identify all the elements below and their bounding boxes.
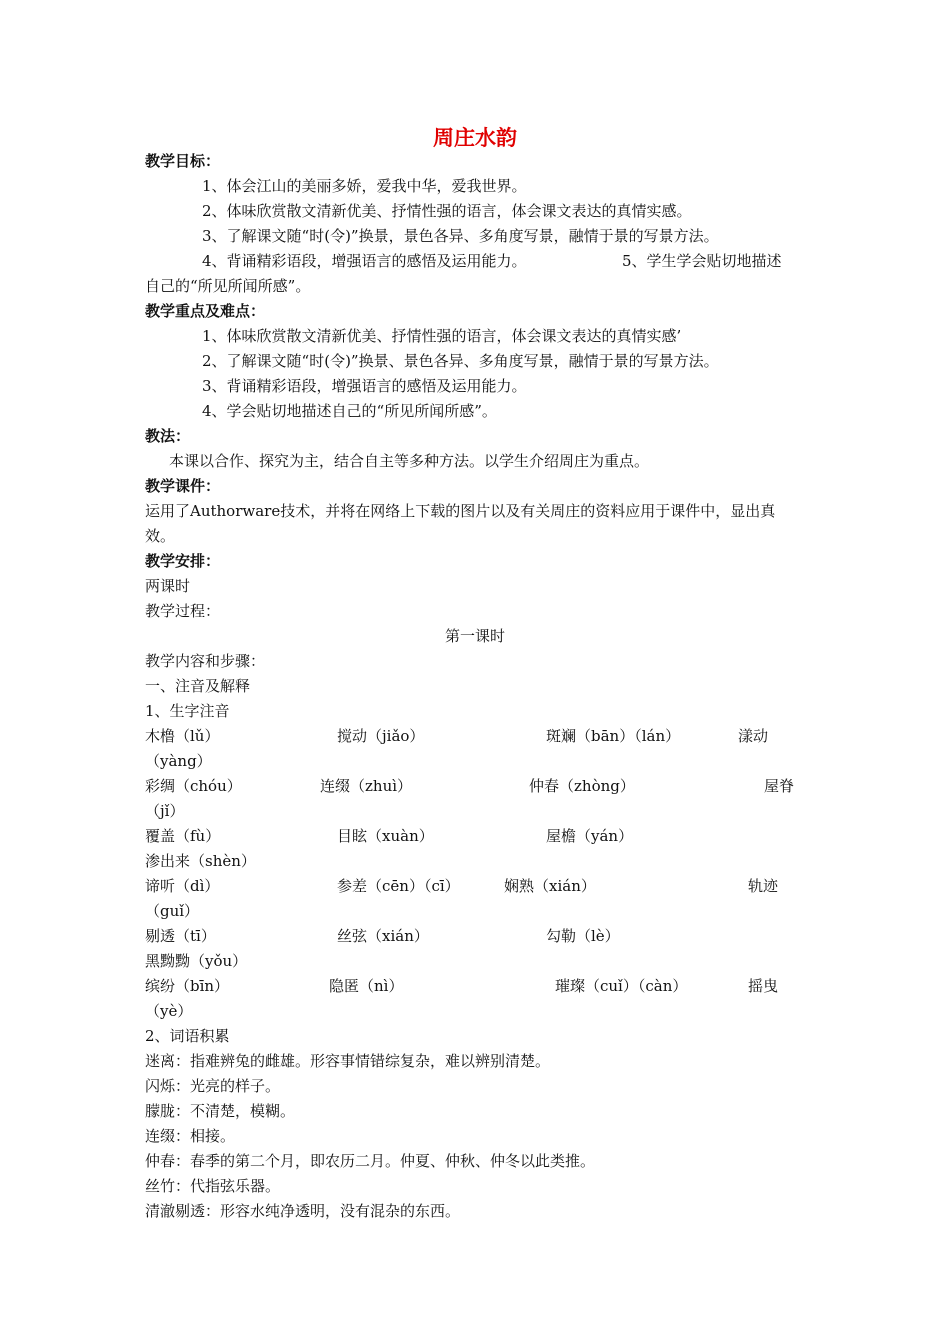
goal-item: 3、了解课文随“时(令)”换景，景色各异、多角度写景，融情于景的写景方法。 [202, 227, 719, 245]
method-text: 本课以合作、探究为主，结合自主等多种方法。以学生介绍周庄为重点。 [169, 452, 650, 470]
pinyin-entry: 斑斓（bān）（lán） [546, 727, 681, 745]
keypoints-heading: 教学重点及难点： [145, 302, 266, 320]
courseware-heading: 教学课件： [145, 477, 221, 495]
subsection-heading: 1、生字注音 [145, 702, 230, 720]
section-heading: 一、注音及解释 [145, 677, 251, 695]
pinyin-entry: 漾动 [738, 727, 769, 745]
vocab-item: 迷离：指难辨兔的雌雄。形容事情错综复杂，难以辨别清楚。 [145, 1052, 551, 1070]
goal-item: 5、学生学会贴切地描述 [622, 252, 782, 270]
pinyin-wrap: （guǐ） [145, 902, 200, 920]
pinyin-entry: 璀璨（cuǐ）（càn） [555, 977, 688, 995]
keypoint-item: 2、了解课文随“时(令)”换景、景色各异、多角度写景，融情于景的写景方法。 [202, 352, 719, 370]
pinyin-entry: 木橹（lǔ） [145, 727, 220, 745]
pinyin-entry: 彩绸（chóu） [145, 777, 242, 795]
vocab-item: 仲春：春季的第二个月，即农历二月。仲夏、仲秋、仲冬以此类推。 [145, 1152, 596, 1170]
courseware-text: 运用了Authorware技术，并将在网络上下载的图片以及有关周庄的资料应用于课件中，显出真效。 [145, 502, 776, 545]
pinyin-entry: 谛听（dì） [145, 877, 220, 895]
pinyin-wrap: 黑黝黝（yǒu） [145, 952, 248, 970]
pinyin-row [145, 774, 805, 799]
pinyin-entry: 目眩（xuàn） [337, 827, 434, 845]
vocab-item: 清澈剔透：形容水纯净透明，没有混杂的东西。 [145, 1202, 461, 1220]
vocab-item: 连缀：相接。 [145, 1127, 236, 1145]
keypoint-item: 3、背诵精彩语段，增强语言的感悟及运用能力。 [202, 377, 527, 395]
subsection-heading: 2、词语积累 [145, 1027, 230, 1045]
pinyin-entry: 摇曳 [748, 977, 779, 995]
pinyin-entry: 轨迹 [748, 877, 779, 895]
steps-label: 教学内容和步骤： [145, 652, 266, 670]
process-label: 教学过程： [145, 602, 221, 620]
pinyin-entry: 连缀（zhuì） [320, 777, 413, 795]
goal-item-continued: 自己的“所见所闻所感”。 [145, 277, 311, 295]
goal-item: 1、体会江山的美丽多娇，爱我中华，爱我世界。 [202, 177, 527, 195]
pinyin-entry: 仲春（zhòng） [529, 777, 635, 795]
goal-item-row [145, 249, 805, 274]
pinyin-entry: 丝弦（xián） [337, 927, 429, 945]
keypoint-item: 4、学会贴切地描述自己的“所见所闻所感”。 [202, 402, 497, 420]
pinyin-row [145, 824, 805, 849]
pinyin-row [145, 724, 805, 749]
pinyin-row [145, 874, 805, 899]
pinyin-entry: 覆盖（fù） [145, 827, 221, 845]
goal-item: 2、体味欣赏散文清新优美、抒情性强的语言，体会课文表达的真情实感。 [202, 202, 692, 220]
pinyin-wrap: （yè） [145, 1002, 193, 1020]
pinyin-entry: 搅动（jiǎo） [337, 727, 425, 745]
goals-heading: 教学目标： [145, 152, 221, 170]
pinyin-entry: 娴熟（xián） [504, 877, 596, 895]
lesson-label: 第一课时 [444, 627, 505, 645]
pinyin-entry: 勾勒（lè） [546, 927, 620, 945]
pinyin-entry: 屋脊 [764, 777, 795, 795]
pinyin-entry: 屋檐（yán） [546, 827, 634, 845]
vocab-item: 朦胧：不清楚，模糊。 [145, 1102, 296, 1120]
pinyin-entry: 参差（cēn）（cī） [337, 877, 460, 895]
goal-item: 4、背诵精彩语段，增强语言的感悟及运用能力。 [202, 252, 527, 270]
document-title: 周庄水韵 [433, 126, 517, 150]
pinyin-entry: 隐匿（nì） [329, 977, 404, 995]
pinyin-wrap: （yàng） [145, 752, 212, 770]
keypoint-item: 1、体味欣赏散文清新优美、抒情性强的语言，体会课文表达的真情实感’ [202, 327, 682, 345]
pinyin-entry: 缤纷（bīn） [145, 977, 230, 995]
document-body [145, 149, 805, 1224]
pinyin-row [145, 924, 805, 949]
pinyin-row [145, 974, 805, 999]
vocab-item: 丝竹：代指弦乐器。 [145, 1177, 281, 1195]
arrangement-text: 两课时 [145, 577, 191, 595]
pinyin-wrap: 渗出来（shèn） [145, 852, 256, 870]
pinyin-entry: 剔透（tī） [145, 927, 216, 945]
vocab-item: 闪烁：光亮的样子。 [145, 1077, 281, 1095]
arrangement-heading: 教学安排： [145, 552, 221, 570]
method-heading: 教法： [145, 427, 191, 445]
pinyin-wrap: （jǐ） [145, 802, 185, 820]
